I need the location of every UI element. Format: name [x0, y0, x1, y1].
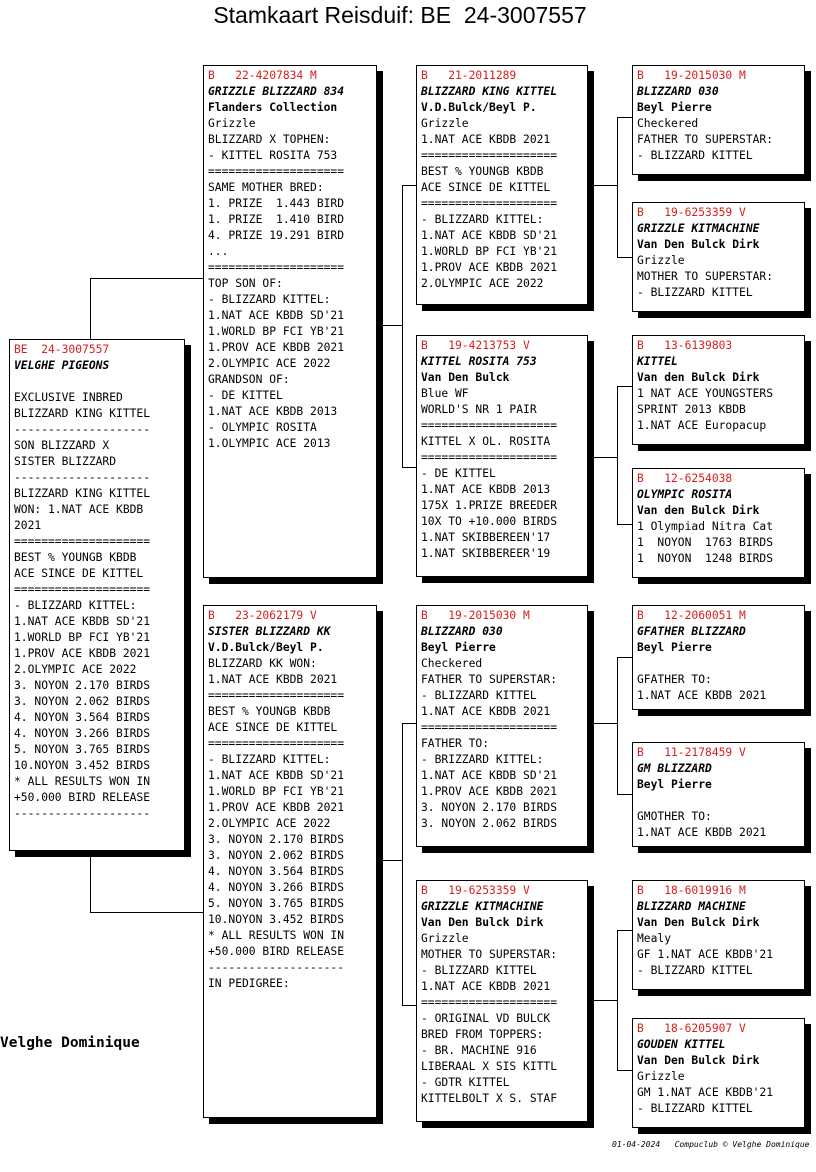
pigeon-name: KITTEL [637, 355, 678, 368]
info-line: 2.OLYMPIC ACE 2022 [421, 277, 544, 290]
info-line: - BLIZZARD KITTEL: [208, 753, 331, 766]
info-line: ACE SINCE DE KITTEL [208, 721, 338, 734]
info-line: 1.NAT SKIBBEREEN'17 [421, 531, 551, 544]
ring-number: B 12-2060051 M [637, 609, 746, 622]
info-line [637, 656, 801, 672]
ring-number: B 18-6019916 M [637, 884, 746, 897]
info-line: - BLIZZARD KITTEL [637, 1102, 753, 1115]
connector [402, 723, 403, 1005]
info-line: SPRINT 2013 KBDB [637, 403, 746, 416]
info-line: 3. NOYON 2.062 BIRDS [14, 695, 151, 708]
info-line: GMOTHER TO: [637, 810, 712, 823]
info-line: MOTHER TO SUPERSTAR: [637, 270, 774, 283]
pigeon-name: GRIZZLE KITMACHINE [637, 222, 760, 235]
info-line: WON: 1.NAT ACE KBDB [14, 503, 144, 516]
ring-number: B 13-6139803 [637, 339, 733, 352]
info-line: ... [208, 245, 229, 258]
info-line: 3. NOYON 2.170 BIRDS [14, 679, 151, 692]
info-line: GM 1.NAT ACE KBDB'21 [637, 1086, 774, 1099]
info-line: GF 1.NAT ACE KBDB'21 [637, 948, 774, 961]
info-line: 4. NOYON 3.266 BIRDS [14, 727, 151, 740]
info-line: 1.NAT ACE KBDB 2021 [208, 673, 338, 686]
pigeon-card-sire-sire [416, 65, 588, 305]
connector [617, 1070, 632, 1071]
info-line: BLIZZARD KK WON: [208, 657, 317, 670]
info-line: BRED FROM TOPPERS: [421, 1028, 544, 1041]
info-line: Grizzle [421, 932, 469, 945]
info-line: FATHER TO SUPERSTAR: [421, 673, 558, 686]
pigeon-name: GFATHER BLIZZARD [637, 625, 746, 638]
pigeon-name: BLIZZARD 030 [421, 625, 503, 638]
info-line: - BLIZZARD KITTEL [637, 149, 753, 162]
ring-number: B 18-6205907 V [637, 1022, 746, 1035]
info-line: 1.PROV ACE KBDB 2021 [208, 801, 345, 814]
info-line: 2.OLYMPIC ACE 2022 [208, 357, 331, 370]
info-line: 5. NOYON 3.765 BIRDS [14, 743, 151, 756]
breeder-name: Velghe Dominique [0, 1035, 140, 1051]
info-line: 1.NAT ACE KBDB 2013 [208, 405, 338, 418]
pigeon-card-dds [632, 880, 805, 990]
pigeon-owner: Van Den Bulck Dirk [421, 916, 544, 929]
info-line: ==================== [14, 535, 151, 548]
ring-number: B 21-2011289 [421, 69, 517, 82]
info-line: -------------------- [208, 961, 345, 974]
info-line: 1 NAT ACE YOUNGSTERS [637, 387, 774, 400]
info-line: - DE KITTEL [208, 389, 283, 402]
pigeon-owner: Beyl Pierre [637, 778, 712, 791]
info-line: BEST % YOUNGB KBDB [208, 705, 331, 718]
info-line: 4. PRIZE 19.291 BIRD [208, 229, 345, 242]
pigeon-name: OLYMPIC ROSITA [637, 488, 733, 501]
info-line: 10.NOYON 3.452 BIRDS [14, 759, 151, 772]
info-line: 10.NOYON 3.452 BIRDS [208, 913, 345, 926]
ring-number: B 23-2062179 V [208, 609, 317, 622]
connector [617, 524, 632, 525]
ring-number: B 22-4207834 M [208, 69, 317, 82]
info-line: LIBERAAL X SIS KITTL [421, 1060, 558, 1073]
info-line: WORLD'S NR 1 PAIR [421, 403, 537, 416]
pigeon-card-sire-dam [416, 335, 588, 577]
pigeon-card-dam [203, 605, 377, 1118]
pigeon-card-sds [632, 335, 805, 445]
pigeon-name: BLIZZARD MACHINE [637, 900, 746, 913]
connector [593, 185, 617, 186]
info-line: 1.NAT ACE KBDB 2013 [421, 483, 551, 496]
pigeon-card-ddd [632, 1018, 805, 1128]
info-line: ACE SINCE DE KITTEL [421, 181, 551, 194]
info-line: 4. NOYON 3.266 BIRDS [208, 881, 345, 894]
info-line: 1.WORLD BP FCI YB'21 [208, 325, 345, 338]
pigeon-card-ssd [632, 202, 805, 312]
connector [617, 386, 632, 387]
connector [617, 257, 632, 258]
info-line: 1. PRIZE 1.443 BIRD [208, 197, 345, 210]
info-line: 1.NAT ACE KBDB 2021 [637, 826, 767, 839]
info-line: * ALL RESULTS WON IN [14, 775, 151, 788]
info-line: IN PEDIGREE: [208, 977, 290, 990]
info-line: 1 NOYON 1248 BIRDS [637, 552, 774, 565]
info-line: 1.NAT SKIBBEREER'19 [421, 547, 551, 560]
ring-number: B 19-4213753 V [421, 339, 530, 352]
connector [90, 912, 204, 913]
page-title: Stamkaart Reisduif: BE 24-3007557 [213, 2, 587, 28]
info-line: ==================== [208, 165, 345, 178]
pigeon-name: GM BLIZZARD [637, 762, 712, 775]
info-line: 1.NAT ACE KBDB 2021 [421, 980, 551, 993]
connector [617, 930, 632, 931]
info-line: SON BLIZZARD X [14, 439, 110, 452]
connector [90, 850, 91, 912]
pigeon-card-dsd [632, 742, 805, 847]
info-line: FATHER TO: [421, 737, 490, 750]
info-line: 2.OLYMPIC ACE 2022 [14, 663, 137, 676]
info-line: 1. PRIZE 1.410 BIRD [208, 213, 345, 226]
info-line: Grizzle [208, 117, 256, 130]
pigeon-owner: Beyl Pierre [637, 101, 712, 114]
info-line: ==================== [421, 451, 558, 464]
pigeon-card-dam-sire [416, 605, 588, 847]
info-line: ==================== [208, 737, 345, 750]
info-line: 1.OLYMPIC ACE 2013 [208, 437, 331, 450]
connector [402, 185, 417, 186]
info-line: KITTEL X OL. ROSITA [421, 435, 551, 448]
info-line: ==================== [14, 583, 151, 596]
ring-number: BE 24-3007557 [14, 343, 110, 356]
connector [593, 457, 617, 458]
info-line: 1.NAT ACE KBDB 2021 [421, 133, 551, 146]
connector [402, 723, 417, 724]
ring-number: B 19-2015030 M [421, 609, 530, 622]
info-line: BEST % YOUNGB KBDB [421, 165, 544, 178]
connector [617, 657, 618, 794]
pigeon-card-sss [632, 65, 805, 175]
connector [382, 860, 402, 861]
connector [593, 723, 617, 724]
info-line: +50.000 BIRD RELEASE [208, 945, 345, 958]
info-line: EXCLUSIVE INBRED [14, 391, 123, 404]
info-line: - GDTR KITTEL [421, 1076, 510, 1089]
info-line: ==================== [421, 721, 558, 734]
info-line: - DE KITTEL [421, 467, 496, 480]
connector [402, 467, 417, 468]
pigeon-owner: Van Den Bulck Dirk [637, 916, 760, 929]
info-line: 3. NOYON 2.170 BIRDS [421, 801, 558, 814]
ring-number: B 11-2178459 V [637, 746, 746, 759]
pigeon-name: BLIZZARD 030 [637, 85, 719, 98]
info-line: 4. NOYON 3.564 BIRDS [208, 865, 345, 878]
pigeon-owner: Van Den Bulck [421, 371, 510, 384]
info-line: ==================== [421, 419, 558, 432]
info-line: * ALL RESULTS WON IN [208, 929, 345, 942]
info-line: - BR. MACHINE 916 [421, 1044, 537, 1057]
info-line: Mealy [637, 932, 672, 945]
pigeon-owner: Van den Bulck Dirk [637, 371, 760, 384]
info-line: SISTER BLIZZARD [14, 455, 117, 468]
connector [617, 657, 632, 658]
connector [90, 278, 91, 340]
info-line: 1.NAT ACE KBDB SD'21 [421, 229, 558, 242]
pigeon-owner: Beyl Pierre [421, 641, 496, 654]
info-line: - BLIZZARD KITTEL [637, 286, 753, 299]
pigeon-owner: V.D.Bulck/Beyl P. [208, 641, 324, 654]
info-line: 1.PROV ACE KBDB 2021 [14, 647, 151, 660]
connector [402, 1005, 417, 1006]
info-line: ==================== [208, 261, 345, 274]
info-line: - BRIZZARD KITTEL: [421, 753, 544, 766]
connector [402, 185, 403, 467]
info-line: 3. NOYON 2.170 BIRDS [208, 833, 345, 846]
info-line: BLIZZARD KING KITTEL [14, 407, 151, 420]
pigeon-owner: Flanders Collection [208, 101, 338, 114]
info-line [637, 793, 801, 809]
info-line: 1.NAT ACE KBDB SD'21 [208, 309, 345, 322]
info-line: - BLIZZARD KITTEL [421, 964, 537, 977]
info-line: - KITTEL ROSITA 753 [208, 149, 338, 162]
info-line: FATHER TO SUPERSTAR: [637, 133, 774, 146]
info-line: 1.NAT ACE KBDB SD'21 [421, 769, 558, 782]
info-line: MOTHER TO SUPERSTAR: [421, 948, 558, 961]
info-line: -------------------- [14, 423, 151, 436]
info-line: ==================== [421, 996, 558, 1009]
ring-number: B 19-6253359 V [421, 884, 530, 897]
info-line: - OLYMPIC ROSITA [208, 421, 317, 434]
connector [382, 325, 402, 326]
info-line: 1.WORLD BP FCI YB'21 [208, 785, 345, 798]
info-line [14, 374, 181, 390]
pigeon-name: SISTER BLIZZARD KK [208, 625, 331, 638]
info-line: 1.WORLD BP FCI YB'21 [421, 245, 558, 258]
info-line: 1.NAT ACE KBDB SD'21 [14, 615, 151, 628]
info-line: -------------------- [14, 471, 151, 484]
pigeon-owner: Beyl Pierre [637, 641, 712, 654]
info-line: - BLIZZARD KITTEL [421, 689, 537, 702]
connector [593, 1000, 617, 1001]
pigeon-name: GRIZZLE BLIZZARD 834 [208, 85, 345, 98]
info-line: BEST % YOUNGB KBDB [14, 551, 137, 564]
pigeon-name: GOUDEN KITTEL [637, 1038, 726, 1051]
info-line: 4. NOYON 3.564 BIRDS [14, 711, 151, 724]
info-line: BLIZZARD KING KITTEL [14, 487, 151, 500]
info-line: -------------------- [14, 807, 151, 820]
info-line: - BLIZZARD KITTEL: [208, 293, 331, 306]
info-line: - BLIZZARD KITTEL: [421, 213, 544, 226]
info-line: GRANDSON OF: [208, 373, 290, 386]
pigeon-name: GRIZZLE KITMACHINE [421, 900, 544, 913]
ring-number: B 19-2015030 M [637, 69, 746, 82]
info-line: Grizzle [637, 1070, 685, 1083]
info-line: - BLIZZARD KITTEL [637, 964, 753, 977]
info-line: 10X TO +10.000 BIRDS [421, 515, 558, 528]
info-line: Blue WF [421, 387, 469, 400]
connector [617, 117, 632, 118]
info-line: 2021 [14, 519, 42, 532]
connector [617, 117, 618, 257]
info-line: Checkered [421, 657, 483, 670]
info-line: KITTELBOLT X S. STAF [421, 1092, 558, 1105]
info-line: GFATHER TO: [637, 673, 712, 686]
info-line: 175X 1.PRIZE BREEDER [421, 499, 558, 512]
info-line: Grizzle [637, 254, 685, 267]
pigeon-owner: V.D.Bulck/Beyl P. [421, 101, 537, 114]
pigeon-card-subject [9, 339, 185, 851]
info-line: - BLIZZARD KITTEL: [14, 599, 137, 612]
info-line: ==================== [421, 149, 558, 162]
pigeon-name: BLIZZARD KING KITTEL [421, 85, 558, 98]
connector [617, 930, 618, 1070]
info-line: 1 NOYON 1763 BIRDS [637, 536, 774, 549]
info-line: 1.NAT ACE KBDB 2021 [637, 689, 767, 702]
pigeon-card-sire [203, 65, 377, 578]
footer-credit: 01-04-2024 Compuclub © Velghe Dominique [612, 1140, 810, 1149]
info-line: 1.WORLD BP FCI YB'21 [14, 631, 151, 644]
info-line: ==================== [421, 197, 558, 210]
info-line: ACE SINCE DE KITTEL [14, 567, 144, 580]
info-line: 5. NOYON 3.765 BIRDS [208, 897, 345, 910]
info-line: 2.OLYMPIC ACE 2022 [208, 817, 331, 830]
info-line: SAME MOTHER BRED: [208, 181, 324, 194]
info-line: Checkered [637, 117, 699, 130]
info-line: BLIZZARD X TOPHEN: [208, 133, 331, 146]
info-line: 1.NAT ACE KBDB SD'21 [208, 769, 345, 782]
info-line: 1.PROV ACE KBDB 2021 [208, 341, 345, 354]
info-line: 3. NOYON 2.062 BIRDS [421, 817, 558, 830]
info-line: 1.NAT ACE KBDB 2021 [421, 705, 551, 718]
pigeon-name: KITTEL ROSITA 753 [421, 355, 537, 368]
pigeon-card-sdd [632, 468, 805, 578]
info-line: 3. NOYON 2.062 BIRDS [208, 849, 345, 862]
pigeon-name: VELGHE PIGEONS [14, 359, 110, 372]
info-line: 1.NAT ACE Europacup [637, 419, 767, 432]
pigeon-card-dam-dam [416, 880, 588, 1122]
info-line: 1.PROV ACE KBDB 2021 [421, 785, 558, 798]
ring-number: B 19-6253359 V [637, 206, 746, 219]
connector [617, 386, 618, 524]
info-line: - ORIGINAL VD BULCK [421, 1012, 551, 1025]
info-line: TOP SON OF: [208, 277, 283, 290]
pigeon-card-dss [632, 605, 805, 710]
connector [90, 278, 204, 279]
pigeon-owner: Van Den Bulck Dirk [637, 1054, 760, 1067]
info-line: Grizzle [421, 117, 469, 130]
info-line: +50.000 BIRD RELEASE [14, 791, 151, 804]
pigeon-owner: Van den Bulck Dirk [637, 504, 760, 517]
connector [617, 794, 632, 795]
pigeon-owner: Van Den Bulck Dirk [637, 238, 760, 251]
info-line: 1 Olympiad Nitra Cat [637, 520, 774, 533]
ring-number: B 12-6254038 [637, 472, 733, 485]
info-line: ==================== [208, 689, 345, 702]
info-line: 1.PROV ACE KBDB 2021 [421, 261, 558, 274]
